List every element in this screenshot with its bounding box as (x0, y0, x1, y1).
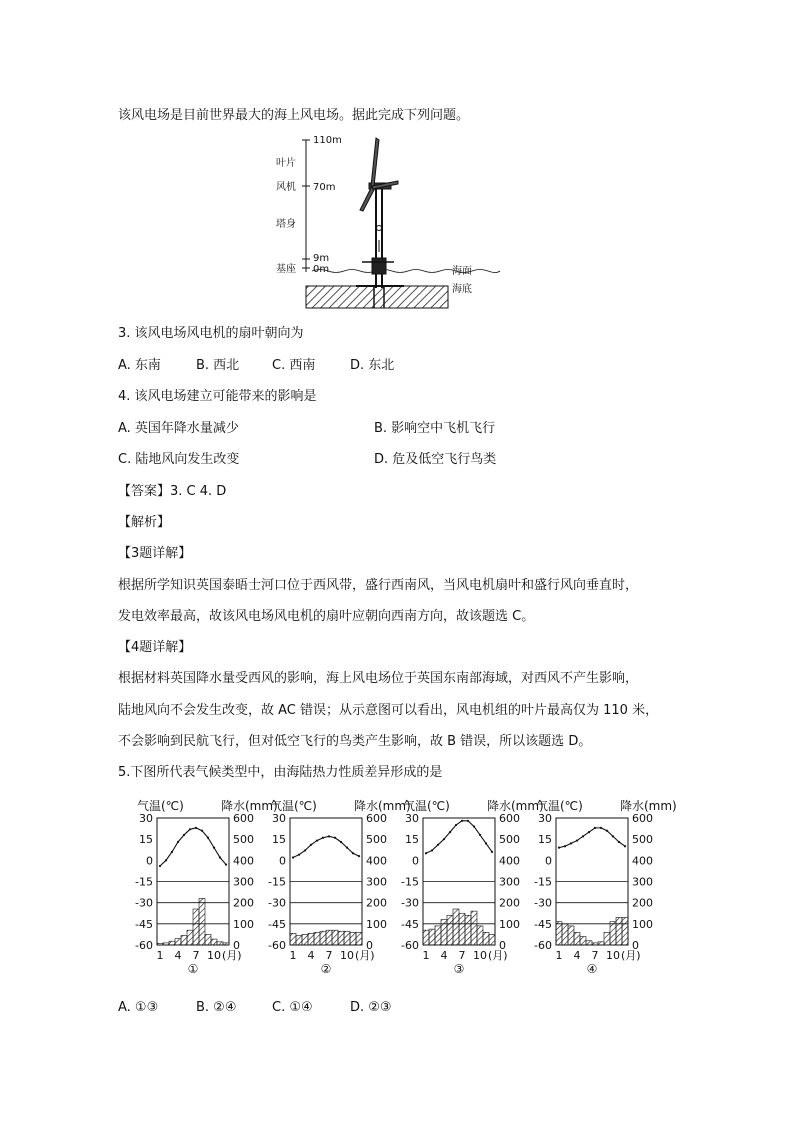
chart-3-precip-bar (441, 920, 447, 945)
chart-1-precip-tick: 400 (233, 854, 254, 868)
chart-4-x-tick: 1 (555, 949, 563, 962)
chart-4-temp-tick: -15 (534, 875, 552, 889)
chart-1-precip-bar (187, 930, 193, 945)
q3-option-d: D. 东北 (350, 358, 395, 373)
chart-4-temperature-line (559, 828, 625, 848)
chart-2-temperature-point (310, 844, 312, 846)
chart-4-precip-tick: 400 (632, 854, 653, 868)
chart-2-precip-bar (314, 932, 320, 945)
chart-3-temp-tick: 0 (412, 854, 419, 868)
chart-4-precip-tick: 300 (632, 875, 653, 889)
detail-3-line-1: 根据所学知识英国泰晤士河口位于西风带，盛行西南风，当风电机扇叶和盛行风向垂直时， (118, 578, 639, 593)
chart-2-temp-tick: 0 (279, 854, 286, 868)
chart-2-temp-tick: 15 (272, 833, 286, 847)
chart-2-x-tick: 7 (325, 949, 333, 962)
chart-1-precip-tick: 0 (233, 939, 240, 952)
chart-4-precip-bar (586, 941, 592, 945)
chart-4-number-label: ④ (586, 962, 598, 976)
chart-3-precip-tick: 100 (499, 917, 520, 931)
chart-2-x-tick: 1 (289, 949, 297, 962)
chart-1-temperature-point (225, 863, 227, 865)
chart-2-temp-tick: 30 (272, 812, 286, 825)
chart-3-temperature-point (443, 838, 445, 840)
climate-charts (0, 790, 794, 990)
chart-2-precip-tick: 400 (366, 854, 387, 868)
chart-3-precip-bar (483, 932, 489, 945)
q3-option-a: A. 东南 (118, 358, 161, 373)
chart-2-temperature-point (340, 841, 342, 843)
chart-3-precip-bar (453, 909, 459, 945)
chart-3-x-tick: 10 (473, 949, 487, 962)
chart-4-precip-bar (604, 932, 610, 945)
chart-2-precip-bar (308, 933, 314, 945)
chart-3-x-tick: 7 (458, 949, 466, 962)
chart-1-temperature-point (201, 830, 203, 832)
chart-1-precip-bar (181, 935, 187, 945)
chart-3-precip-tick: 200 (499, 896, 520, 910)
q4-option-a: A. 英国年降水量减少 (118, 421, 239, 436)
chart-1-number-label: ① (187, 962, 199, 976)
chart-3-temperature-point (461, 820, 463, 822)
chart-4-temperature-point (558, 847, 560, 849)
chart-1-x-tick: 4 (174, 949, 182, 962)
analysis-title: 【解析】 (118, 515, 171, 530)
chart-4-precip-tick: 500 (632, 833, 653, 847)
chart-3-precip-bar (465, 915, 471, 945)
chart-3-temp-axis-label: 气温(℃) (403, 799, 450, 813)
chart-4-x-tick: 7 (591, 949, 599, 962)
chart-1-precip-bar (193, 909, 199, 945)
chart-3-temp-tick: -60 (401, 939, 419, 952)
chart-3-temp-tick: 30 (405, 812, 419, 825)
chart-3-number-label: ③ (453, 962, 465, 976)
chart-1-x-unit: (月) (222, 949, 242, 962)
label-base: 基座 (276, 264, 296, 275)
chart-4-precip-bar (616, 917, 622, 945)
chart-2-x-tick: 4 (307, 949, 315, 962)
chart-4-precip-bar (622, 917, 628, 945)
chart-4-temperature-point (576, 839, 578, 841)
chart-1-temperature-point (189, 828, 191, 830)
chart-1-x-tick: 10 (207, 949, 221, 962)
chart-1-temp-tick: -30 (135, 896, 153, 910)
label-tower: 塔身 (276, 219, 296, 230)
chart-2-precip-tick: 100 (366, 917, 387, 931)
chart-3-temp-tick: -15 (401, 875, 419, 889)
chart-2-temperature-point (292, 856, 294, 858)
chart-3-temperature-line (426, 821, 492, 853)
q5-stem: 5.下图所代表气候类型中，由海陆热力性质差异形成的是 (118, 765, 443, 780)
chart-1-temp-tick: -60 (135, 939, 153, 952)
chart-2-temperature-point (322, 837, 324, 839)
q4-option-c: C. 陆地风向发生改变 (118, 452, 240, 467)
height-label-110: 110m (313, 135, 342, 146)
chart-3-precip-bar (489, 934, 495, 945)
chart-3-temperature-point (431, 849, 433, 851)
q3-option-c: C. 西南 (272, 358, 316, 373)
chart-2-precip-bar (332, 930, 338, 945)
q5-option-c: C. ①④ (272, 1000, 313, 1015)
chart-2-temperature-line (293, 836, 359, 857)
chart-4-precip-bar (568, 926, 574, 945)
detail-4-line-3: 不会影响到民航飞行，但对低空飞行的鸟类产生影响，故 B 错误，所以该题选 D。 (118, 734, 592, 749)
chart-4-x-unit: (月) (621, 949, 641, 962)
chart-2-temperature-point (298, 854, 300, 856)
detail-4-line-2: 陆地风向不会发生改变，故 AC 错误；从示意图可以看出，风电机组的叶片最高仅为 110 米， (118, 703, 659, 718)
chart-1-x-tick: 7 (192, 949, 200, 962)
chart-1-temperature-point (159, 865, 161, 867)
chart-2-temp-axis-label: 气温(℃) (270, 799, 317, 813)
chart-1-temperature-point (165, 859, 167, 861)
chart-4-precip-tick: 200 (632, 896, 653, 910)
chart-3-precip-bar (477, 926, 483, 945)
chart-2-precip-tick: 600 (366, 812, 387, 825)
intro-text: 该风电场是目前世界最大的海上风电场。据此完成下列问题。 (118, 108, 470, 123)
chart-4-temp-tick: -45 (534, 917, 552, 931)
chart-4-temp-tick: 0 (545, 854, 552, 868)
chart-3-temperature-point (473, 825, 475, 827)
chart-4-temperature-point (618, 841, 620, 843)
chart-3-precip-bar (423, 930, 429, 945)
chart-4-precip-tick: 0 (632, 939, 639, 952)
chart-3-temperature-point (479, 834, 481, 836)
height-label-9: 9m (313, 253, 330, 264)
answer-line: 【答案】3. C 4. D (118, 484, 227, 499)
chart-4-temperature-point (600, 827, 602, 829)
chart-3-precip-bar (447, 915, 453, 945)
chart-2-precip-bar (296, 935, 302, 945)
chart-3-precip-axis-label: 降水(mm) (487, 799, 544, 813)
chart-2-precip-bar (302, 934, 308, 945)
chart-2-temp-tick: -15 (268, 875, 286, 889)
chart-1-temperature-point (171, 851, 173, 853)
chart-3-temperature-point (449, 831, 451, 833)
chart-4-temperature-point (594, 827, 596, 829)
chart-1-temperature-point (183, 834, 185, 836)
chart-3-temp-tick: -30 (401, 896, 419, 910)
detail-3-line-2: 发电效率最高，故该风电场风电机的扇叶应朝向西南方向，故该题选 C。 (118, 609, 535, 624)
chart-4-precip-bar (610, 922, 616, 945)
q4-stem: 4. 该风电场建立可能带来的影响是 (118, 389, 317, 404)
chart-1-temperature-point (207, 837, 209, 839)
q5-option-d: D. ②③ (350, 1000, 392, 1015)
chart-1-precip-tick: 200 (233, 896, 254, 910)
chart-2-temperature-point (316, 839, 318, 841)
chart-3-temp-tick: -45 (401, 917, 419, 931)
q5-option-b: B. ②④ (196, 1000, 237, 1015)
chart-4-temp-tick: -60 (534, 939, 552, 952)
chart-2-x-unit: (月) (355, 949, 375, 962)
chart-1-temperature-point (219, 856, 221, 858)
chart-4-precip-bar (574, 932, 580, 945)
chart-1-precip-bar (211, 939, 217, 945)
chart-3-temperature-point (467, 820, 469, 822)
chart-4-temperature-point (570, 842, 572, 844)
height-label-70: 70m (313, 182, 336, 193)
chart-4-temperature-point (606, 830, 608, 832)
chart-2-temperature-point (328, 835, 330, 837)
chart-4-temp-tick: 30 (538, 812, 552, 825)
chart-3-precip-tick: 600 (499, 812, 520, 825)
detail-4-title: 【4题详解】 (118, 640, 192, 655)
chart-1-precip-bar (169, 941, 175, 945)
chart-4-temp-axis-label: 气温(℃) (536, 799, 583, 813)
chart-2-precip-tick: 0 (366, 939, 373, 952)
chart-3-precip-tick: 500 (499, 833, 520, 847)
q3-stem: 3. 该风电场风电机的扇叶朝向为 (118, 326, 304, 341)
detail-4-line-1: 根据材料英国降水量受西风的影响，海上风电场位于英国东南部海域，对西风不产生影响， (118, 671, 639, 686)
label-sea-bed: 海底 (452, 284, 472, 295)
chart-1-temperature-point (177, 841, 179, 843)
chart-2-precip-bar (326, 930, 332, 945)
chart-1-precip-bar (175, 939, 181, 945)
chart-3-temperature-point (485, 842, 487, 844)
chart-3-precip-bar (429, 929, 435, 945)
chart-3-temperature-point (425, 852, 427, 854)
chart-2-precip-bar (350, 932, 356, 945)
chart-1-temp-tick: 30 (139, 812, 153, 825)
chart-2-number-label: ② (320, 962, 332, 976)
chart-4-precip-bar (580, 937, 586, 945)
chart-2-precip-tick: 500 (366, 833, 387, 847)
chart-1-temperature-point (213, 847, 215, 849)
chart-3-x-tick: 1 (422, 949, 430, 962)
chart-2-temperature-point (352, 852, 354, 854)
detail-3-title: 【3题详解】 (118, 546, 192, 561)
chart-4-x-tick: 10 (606, 949, 620, 962)
chart-2-precip-bar (356, 932, 362, 945)
chart-3-precip-tick: 300 (499, 875, 520, 889)
chart-1-precip-axis-label: 降水(mm) (221, 799, 278, 813)
chart-2-temp-tick: -45 (268, 917, 286, 931)
chart-4-temperature-point (582, 835, 584, 837)
chart-2-precip-bar (290, 933, 296, 945)
chart-3-precip-tick: 0 (499, 939, 506, 952)
chart-2-precip-axis-label: 降水(mm) (354, 799, 411, 813)
chart-1-x-tick: 1 (156, 949, 164, 962)
chart-2-temperature-point (334, 837, 336, 839)
chart-3-x-tick: 4 (440, 949, 448, 962)
chart-1-precip-tick: 100 (233, 917, 254, 931)
chart-2-temp-tick: -30 (268, 896, 286, 910)
chart-1-temp-tick: 15 (139, 833, 153, 847)
chart-4-precip-bar (556, 922, 562, 945)
chart-1-temp-tick: 0 (146, 854, 153, 868)
chart-2-temp-tick: -60 (268, 939, 286, 952)
chart-2-temperature-point (304, 849, 306, 851)
height-label-0: 0m (313, 264, 330, 275)
label-sea-surface: 海面 (452, 266, 472, 277)
chart-1-precip-tick: 300 (233, 875, 254, 889)
chart-3-precip-tick: 400 (499, 854, 520, 868)
q3-option-b: B. 西北 (196, 358, 240, 373)
chart-1-precip-tick: 500 (233, 833, 254, 847)
chart-4-precip-axis-label: 降水(mm) (620, 799, 677, 813)
chart-3-precip-bar (471, 911, 477, 945)
chart-2-temperature-point (346, 847, 348, 849)
chart-1-temperature-point (195, 827, 197, 829)
chart-4-temperature-point (612, 835, 614, 837)
chart-4-precip-bar (562, 924, 568, 945)
chart-2-precip-bar (320, 931, 326, 945)
chart-4-temperature-point (588, 831, 590, 833)
chart-1-temp-tick: -15 (135, 875, 153, 889)
chart-4-precip-tick: 100 (632, 917, 653, 931)
chart-3-temp-tick: 15 (405, 833, 419, 847)
chart-3-temperature-point (491, 851, 493, 853)
chart-1-temp-tick: -45 (135, 917, 153, 931)
chart-2-temperature-point (358, 855, 360, 857)
chart-2-precip-bar (338, 931, 344, 945)
q4-option-b: B. 影响空中飞机飞行 (374, 421, 496, 436)
chart-3-x-unit: (月) (488, 949, 508, 962)
chart-3-precip-bar (435, 926, 441, 945)
q5-option-a: A. ①③ (118, 1000, 159, 1015)
chart-1-precip-bar (199, 898, 205, 945)
chart-3-temperature-point (437, 844, 439, 846)
chart-4-precip-tick: 600 (632, 812, 653, 825)
chart-2-precip-tick: 200 (366, 896, 387, 910)
chart-2-precip-tick: 300 (366, 875, 387, 889)
q4-option-d: D. 危及低空飞行鸟类 (374, 452, 497, 467)
label-blade: 叶片 (276, 158, 296, 169)
chart-1-precip-tick: 600 (233, 812, 254, 825)
chart-4-x-tick: 4 (573, 949, 581, 962)
chart-1-temp-axis-label: 气温(℃) (137, 799, 184, 813)
chart-1-temperature-line (160, 828, 226, 866)
chart-4-temp-tick: -30 (534, 896, 552, 910)
chart-4-temperature-point (564, 845, 566, 847)
chart-1-precip-bar (205, 934, 211, 945)
chart-3-precip-bar (459, 913, 465, 945)
chart-4-temperature-point (624, 845, 626, 847)
chart-2-precip-bar (344, 931, 350, 945)
chart-2-x-tick: 10 (340, 949, 354, 962)
chart-3-temperature-point (455, 824, 457, 826)
label-turbine: 风机 (276, 182, 296, 193)
chart-4-temp-tick: 15 (538, 833, 552, 847)
